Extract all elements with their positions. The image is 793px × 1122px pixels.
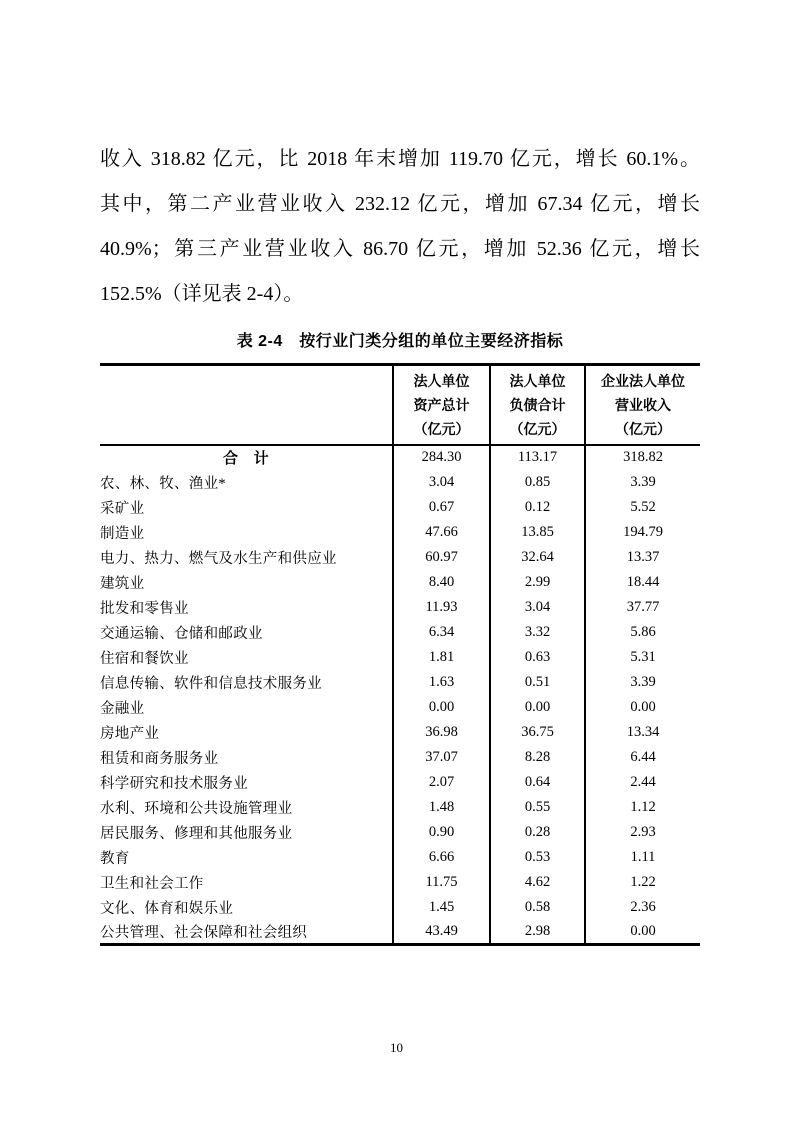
row-label: 公共管理、社会保障和社会组织 — [100, 924, 308, 941]
row-label: 批发和零售业 — [100, 600, 189, 617]
cell-value: 11.75 — [393, 870, 490, 895]
cell-value: 318.82 — [585, 445, 700, 470]
table-row — [100, 870, 700, 895]
table-row — [100, 520, 700, 545]
cell-value: 13.85 — [490, 520, 585, 545]
cell-value: 0.28 — [490, 820, 585, 845]
cell-value: 0.63 — [490, 645, 585, 670]
row-label: 制造业 — [100, 525, 145, 542]
header-line: 企业法人单位 — [601, 372, 685, 389]
row-label: 居民服务、修理和其他服务业 — [100, 825, 293, 842]
cell-value: 11.93 — [393, 595, 490, 620]
paragraph-line: 152.5%（详见表 2-4）。 — [100, 283, 304, 305]
cell-value: 0.55 — [490, 795, 585, 820]
header-line: 资产总计 — [413, 396, 470, 413]
cell-value: 32.64 — [490, 545, 585, 570]
row-label: 金融业 — [100, 700, 145, 717]
cell-value: 6.44 — [585, 745, 700, 770]
cell-value: 47.66 — [393, 520, 490, 545]
cell-value: 8.28 — [490, 745, 585, 770]
cell-value: 1.63 — [393, 670, 490, 695]
header-line: 营业收入 — [615, 396, 671, 413]
cell-value: 13.37 — [585, 545, 700, 570]
paragraph — [100, 137, 700, 317]
cell-value: 2.44 — [585, 770, 700, 795]
table-row — [100, 920, 700, 945]
cell-value: 8.40 — [393, 570, 490, 595]
cell-value: 2.93 — [585, 820, 700, 845]
cell-value: 4.62 — [490, 870, 585, 895]
table-row — [100, 720, 700, 745]
table-row — [100, 620, 700, 645]
paragraph-line: 收入 318.82 亿元，比 2018 年末增加 119.70 亿元，增长 60.1%。 — [100, 148, 700, 170]
table-row — [100, 795, 700, 820]
cell-value: 2.98 — [490, 920, 585, 945]
row-label: 信息传输、软件和信息技术服务业 — [100, 675, 322, 692]
cell-value: 0.00 — [585, 920, 700, 945]
cell-value: 1.45 — [393, 895, 490, 920]
cell-value: 6.34 — [393, 620, 490, 645]
cell-value: 60.97 — [393, 545, 490, 570]
table-row — [100, 820, 700, 845]
table-row — [100, 570, 700, 595]
cell-value: 36.98 — [393, 720, 490, 745]
cell-value: 1.12 — [585, 795, 700, 820]
paragraph-line: 其中，第二产业营业收入 232.12 亿元，增加 67.34 亿元，增长 — [100, 193, 700, 215]
row-label: 合 计 — [223, 451, 269, 467]
cell-value: 1.81 — [393, 645, 490, 670]
row-label: 租赁和商务服务业 — [100, 750, 219, 767]
table-row — [100, 895, 700, 920]
table-header — [100, 365, 700, 445]
table-row — [100, 645, 700, 670]
cell-value: 0.85 — [490, 470, 585, 495]
table-row — [100, 595, 700, 620]
cell-value: 194.79 — [585, 520, 700, 545]
row-label: 水利、环境和公共设施管理业 — [100, 800, 293, 817]
table-row — [100, 470, 700, 495]
paragraph-line: 40.9%；第三产业营业收入 86.70 亿元，增加 52.36 亿元，增长 — [100, 238, 700, 260]
header-cell-stub — [100, 365, 393, 445]
cell-value: 0.67 — [393, 495, 490, 520]
row-label: 住宿和餐饮业 — [100, 650, 189, 667]
cell-value: 3.04 — [490, 595, 585, 620]
table-title: 表 2-4 按行业门类分组的单位主要经济指标 — [236, 333, 564, 350]
cell-value: 0.53 — [490, 845, 585, 870]
row-label: 房地产业 — [100, 725, 160, 742]
cell-value: 0.12 — [490, 495, 585, 520]
cell-value: 2.99 — [490, 570, 585, 595]
cell-value: 0.00 — [585, 695, 700, 720]
row-label: 文化、体育和娱乐业 — [100, 900, 234, 917]
cell-value: 0.00 — [393, 695, 490, 720]
header-cell-revenue — [585, 365, 700, 445]
cell-value: 0.51 — [490, 670, 585, 695]
cell-value: 2.36 — [585, 895, 700, 920]
cell-value: 6.66 — [393, 845, 490, 870]
cell-value: 0.64 — [490, 770, 585, 795]
cell-value: 0.58 — [490, 895, 585, 920]
economic-indicators-table — [100, 363, 700, 946]
header-line: 法人单位 — [509, 372, 566, 389]
row-label: 建筑业 — [100, 575, 145, 592]
page-content — [100, 137, 700, 946]
cell-value: 0.90 — [393, 820, 490, 845]
header-line: （亿元） — [413, 420, 470, 437]
row-label: 卫生和社会工作 — [100, 875, 204, 892]
row-label: 电力、热力、燃气及水生产和供应业 — [100, 550, 337, 567]
row-label: 交通运输、仓储和邮政业 — [100, 625, 263, 642]
cell-value: 5.52 — [585, 495, 700, 520]
cell-value: 284.30 — [393, 445, 490, 470]
row-label: 农、林、牧、渔业* — [100, 475, 226, 492]
header-line: 法人单位 — [413, 372, 470, 389]
cell-value: 18.44 — [585, 570, 700, 595]
table-row — [100, 695, 700, 720]
cell-value: 43.49 — [393, 920, 490, 945]
cell-value: 1.11 — [585, 845, 700, 870]
header-cell-assets — [393, 365, 490, 445]
cell-value: 37.07 — [393, 745, 490, 770]
header-line: （亿元） — [509, 420, 566, 437]
table-row — [100, 545, 700, 570]
table-row — [100, 670, 700, 695]
cell-value: 37.77 — [585, 595, 700, 620]
header-line: 负债合计 — [509, 396, 566, 413]
page-number: 10 — [390, 1040, 403, 1055]
cell-value: 113.17 — [490, 445, 585, 470]
cell-value: 5.31 — [585, 645, 700, 670]
table-row — [100, 445, 700, 470]
cell-value: 3.04 — [393, 470, 490, 495]
cell-value: 3.32 — [490, 620, 585, 645]
cell-value: 0.00 — [490, 695, 585, 720]
header-line: （亿元） — [615, 420, 671, 437]
cell-value: 3.39 — [585, 470, 700, 495]
row-label: 采矿业 — [100, 500, 145, 517]
table-row — [100, 495, 700, 520]
cell-value: 1.22 — [585, 870, 700, 895]
row-label: 教育 — [100, 850, 130, 867]
cell-value: 13.34 — [585, 720, 700, 745]
table-row — [100, 770, 700, 795]
table-row — [100, 845, 700, 870]
cell-value: 3.39 — [585, 670, 700, 695]
table-body — [100, 445, 700, 945]
header-cell-liabilities — [490, 365, 585, 445]
cell-value: 1.48 — [393, 795, 490, 820]
row-label: 科学研究和技术服务业 — [100, 775, 248, 792]
cell-value: 2.07 — [393, 770, 490, 795]
table-row — [100, 745, 700, 770]
cell-value: 36.75 — [490, 720, 585, 745]
cell-value: 5.86 — [585, 620, 700, 645]
